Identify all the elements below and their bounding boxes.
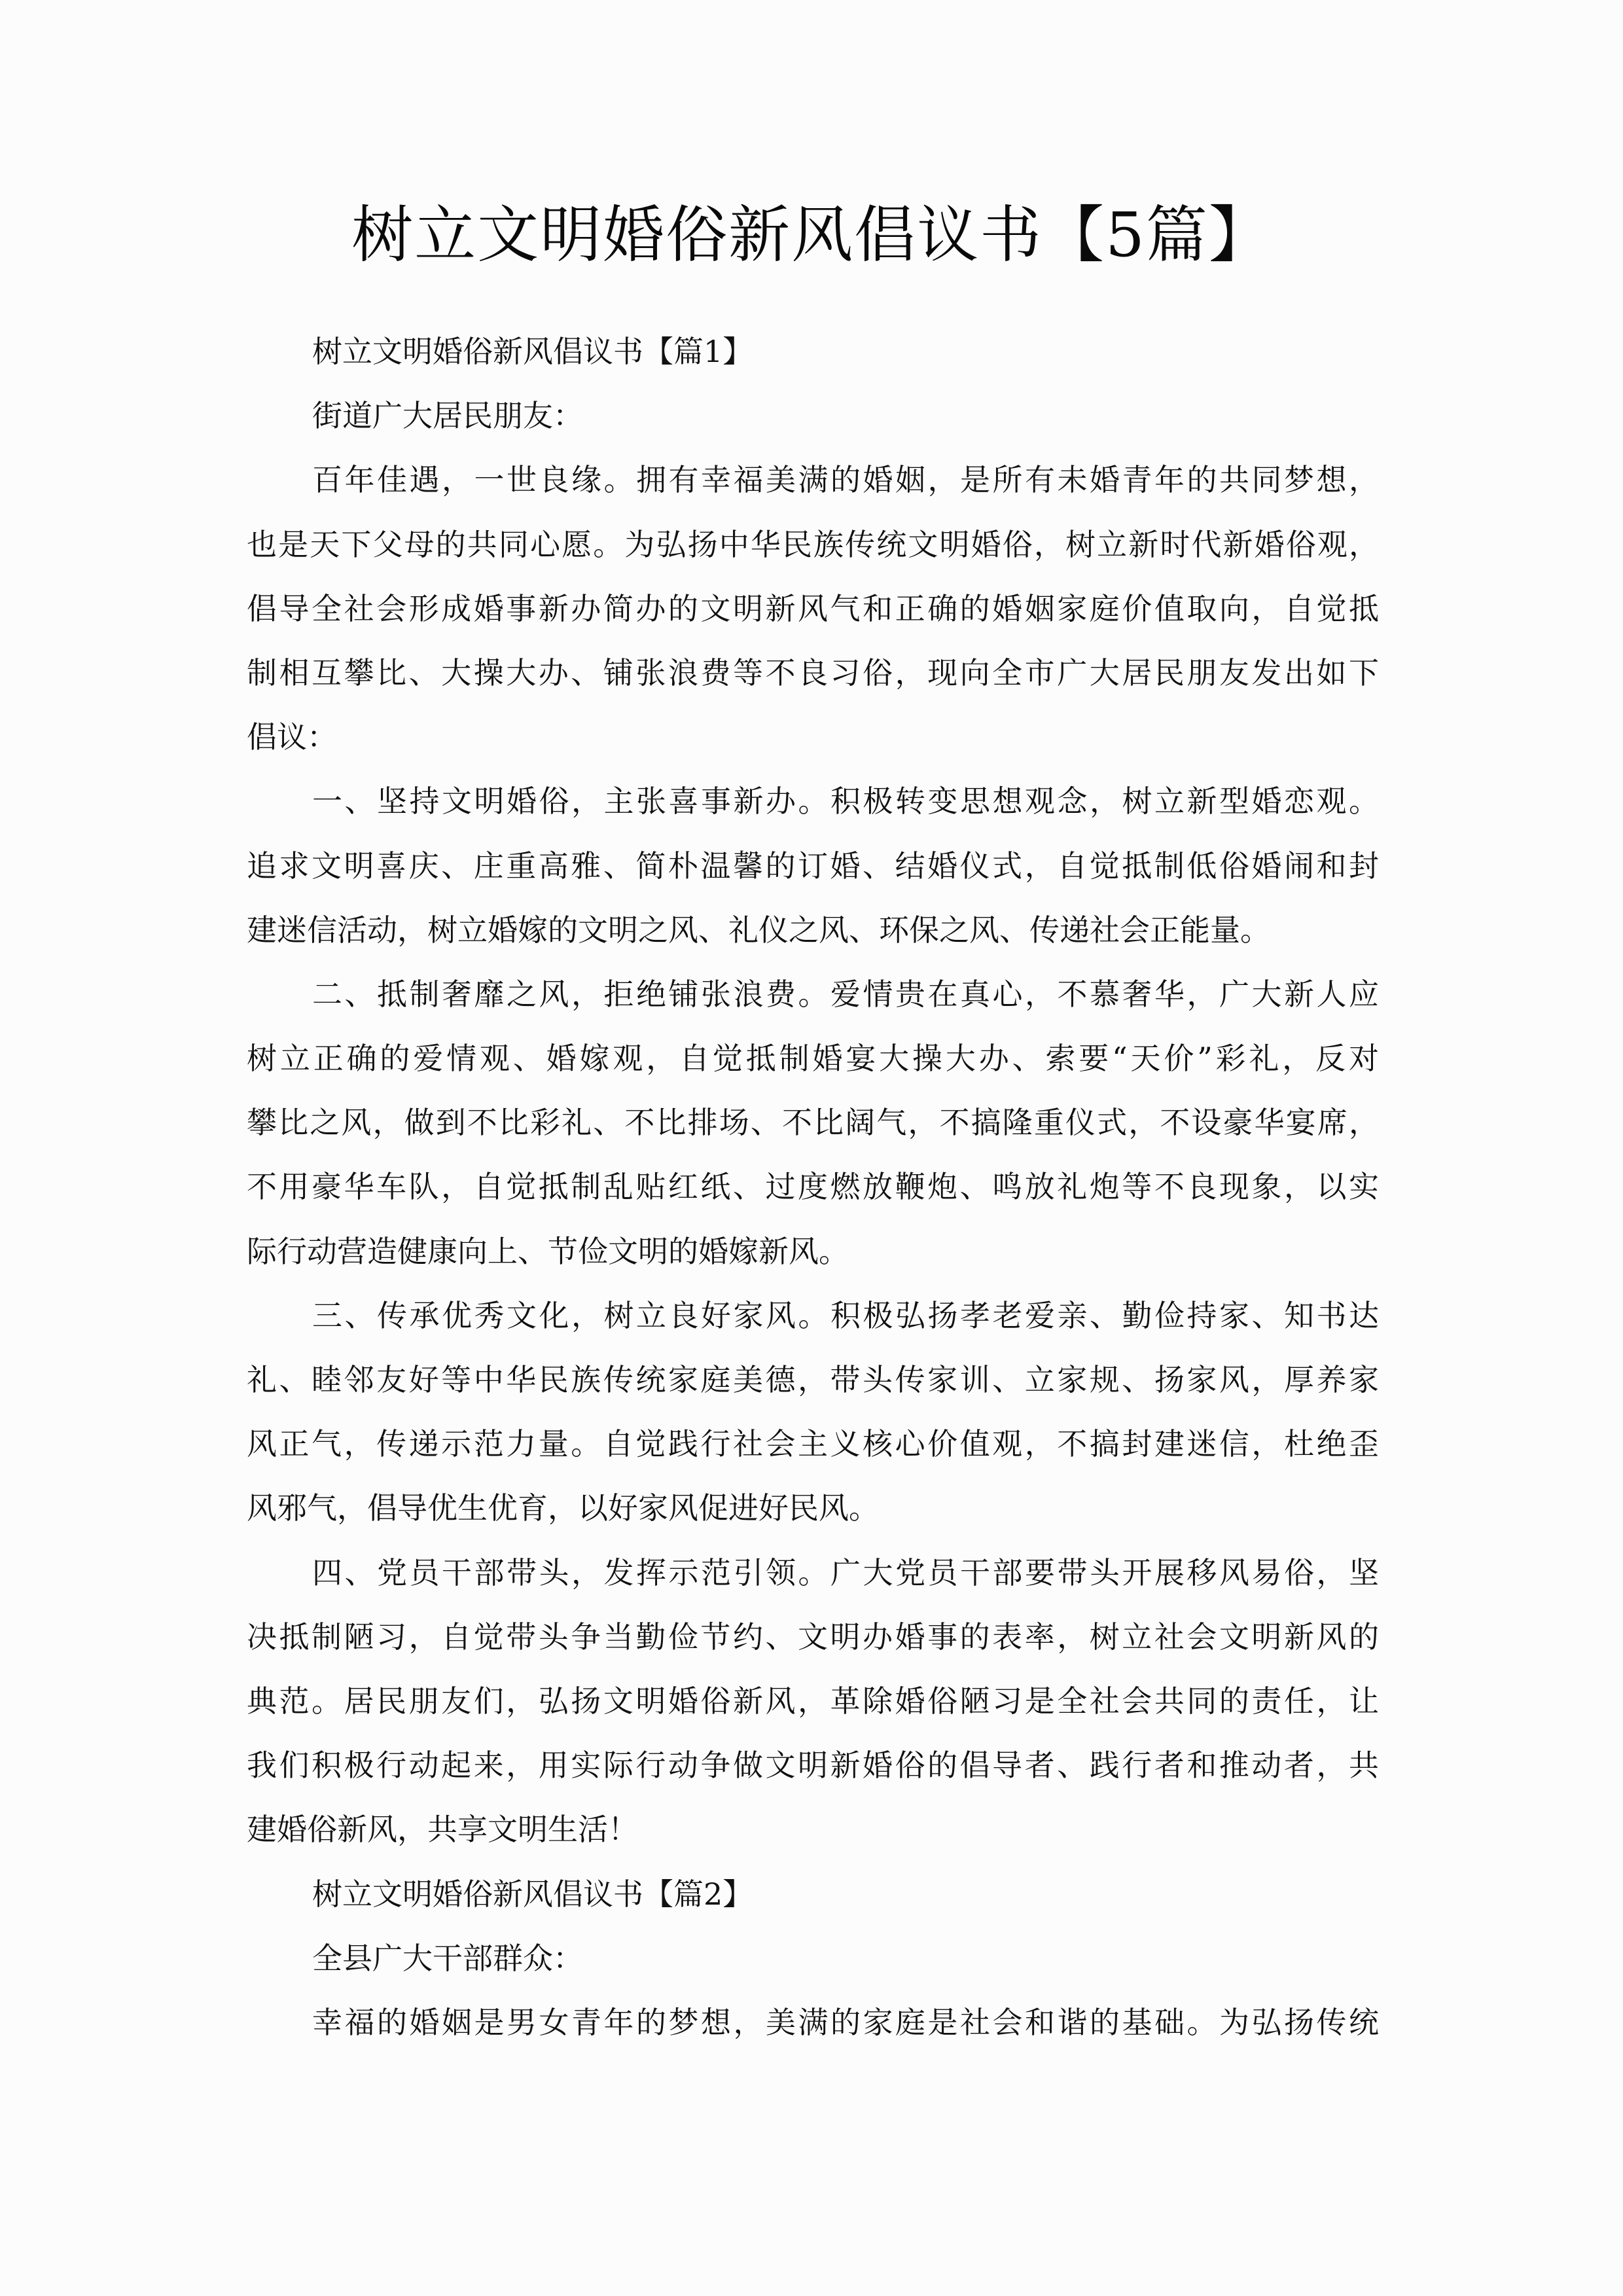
- paragraph-line: 攀比之风，做到不比彩礼、不比排场、不比阔气，不搞隆重仪式，不设豪华宴席，: [247, 1105, 1379, 1141]
- paragraph-line: 建婚俗新风，共享文明生活！: [247, 1812, 638, 1848]
- paragraph: [247, 1541, 1379, 1862]
- document-title: 树立文明婚俗新风倡议书【5篇】: [351, 200, 1272, 271]
- paragraph-line: 礼、睦邻友好等中华民族传统家庭美德，带头传家训、立家规、扬家风，厚养家: [247, 1362, 1379, 1397]
- paragraph-line: 幸福的婚姻是男女青年的梦想，美满的家庭是社会和谐的基础。为弘扬传统: [312, 2004, 1379, 2040]
- paragraph: [247, 448, 1379, 769]
- document-body: [247, 319, 1379, 2054]
- paragraph-line: 不用豪华车队，自觉抵制乱贴红纸、过度燃放鞭炮、鸣放礼炮等不良现象，以实: [247, 1169, 1379, 1205]
- paragraph-line: 倡导全社会形成婚事新办简办的文明新风气和正确的婚姻家庭价值取向，自觉抵: [247, 590, 1379, 626]
- paragraph-line: 四、党员干部带头，发挥示范引领。广大党员干部要带头开展移风易俗，坚: [312, 1554, 1379, 1590]
- paragraph-line: 我们积极行动起来，用实际行动争做文明新婚俗的倡导者、践行者和推动者，共: [247, 1748, 1379, 1784]
- paragraph-line: 风正气，传递示范力量。自觉践行社会主义核心价值观，不搞封建迷信，杜绝歪: [247, 1426, 1379, 1462]
- paragraph-line: 二、抵制奢靡之风，拒绝铺张浪费。爱情贵在真心，不慕奢华，广大新人应: [312, 976, 1379, 1012]
- paragraph-line: 倡议：: [247, 719, 337, 755]
- salutation: 全县广大干部群众：: [312, 1940, 583, 1976]
- paragraph: [247, 769, 1379, 962]
- paragraph-line: 一、坚持文明婚俗，主张喜事新办。积极转变思想观念，树立新型婚恋观。: [312, 783, 1379, 819]
- paragraph-line: 树立正确的爱情观、婚嫁观，自觉抵制婚宴大操大办、索要“天价”彩礼，反对: [247, 1041, 1379, 1077]
- paragraph-line: 百年佳遇，一世良缘。拥有幸福美满的婚姻，是所有未婚青年的共同梦想，: [312, 462, 1379, 498]
- paragraph-line: 际行动营造健康向上、节俭文明的婚嫁新风。: [247, 1233, 849, 1269]
- paragraph: [247, 962, 1379, 1283]
- paragraph-line: 典范。居民朋友们，弘扬文明婚俗新风，革除婚俗陋习是全社会共同的责任，让: [247, 1683, 1379, 1719]
- paragraph-line: 风邪气，倡导优生优育，以好家风促进好民风。: [247, 1490, 879, 1526]
- section-2: [247, 1862, 1379, 2055]
- paragraph-line: 三、传承优秀文化，树立良好家风。积极弘扬孝老爱亲、勤俭持家、知书达: [312, 1297, 1379, 1333]
- paragraph-line: 追求文明喜庆、庄重高雅、简朴温馨的订婚、结婚仪式，自觉抵制低俗婚闹和封: [247, 848, 1379, 884]
- paragraph-line: 制相互攀比、大操大办、铺张浪费等不良习俗，现向全市广大居民朋友发出如下: [247, 655, 1379, 691]
- paragraph-line: 也是天下父母的共同心愿。为弘扬中华民族传统文明婚俗，树立新时代新婚俗观，: [247, 526, 1379, 562]
- paragraph-line: 决抵制陋习，自觉带头争当勤俭节约、文明办婚事的表率，树立社会文明新风的: [247, 1619, 1379, 1655]
- salutation: 街道广大居民朋友：: [312, 398, 583, 434]
- section-1: [247, 319, 1379, 1862]
- section-heading: 树立文明婚俗新风倡议书【篇2】: [312, 1876, 753, 1912]
- paragraph: [247, 1990, 1379, 2054]
- section-heading: 树立文明婚俗新风倡议书【篇1】: [312, 334, 753, 369]
- paragraph: [247, 1283, 1379, 1541]
- paragraph-line: 建迷信活动，树立婚嫁的文明之风、礼仪之风、环保之风、传递社会正能量。: [247, 912, 1270, 948]
